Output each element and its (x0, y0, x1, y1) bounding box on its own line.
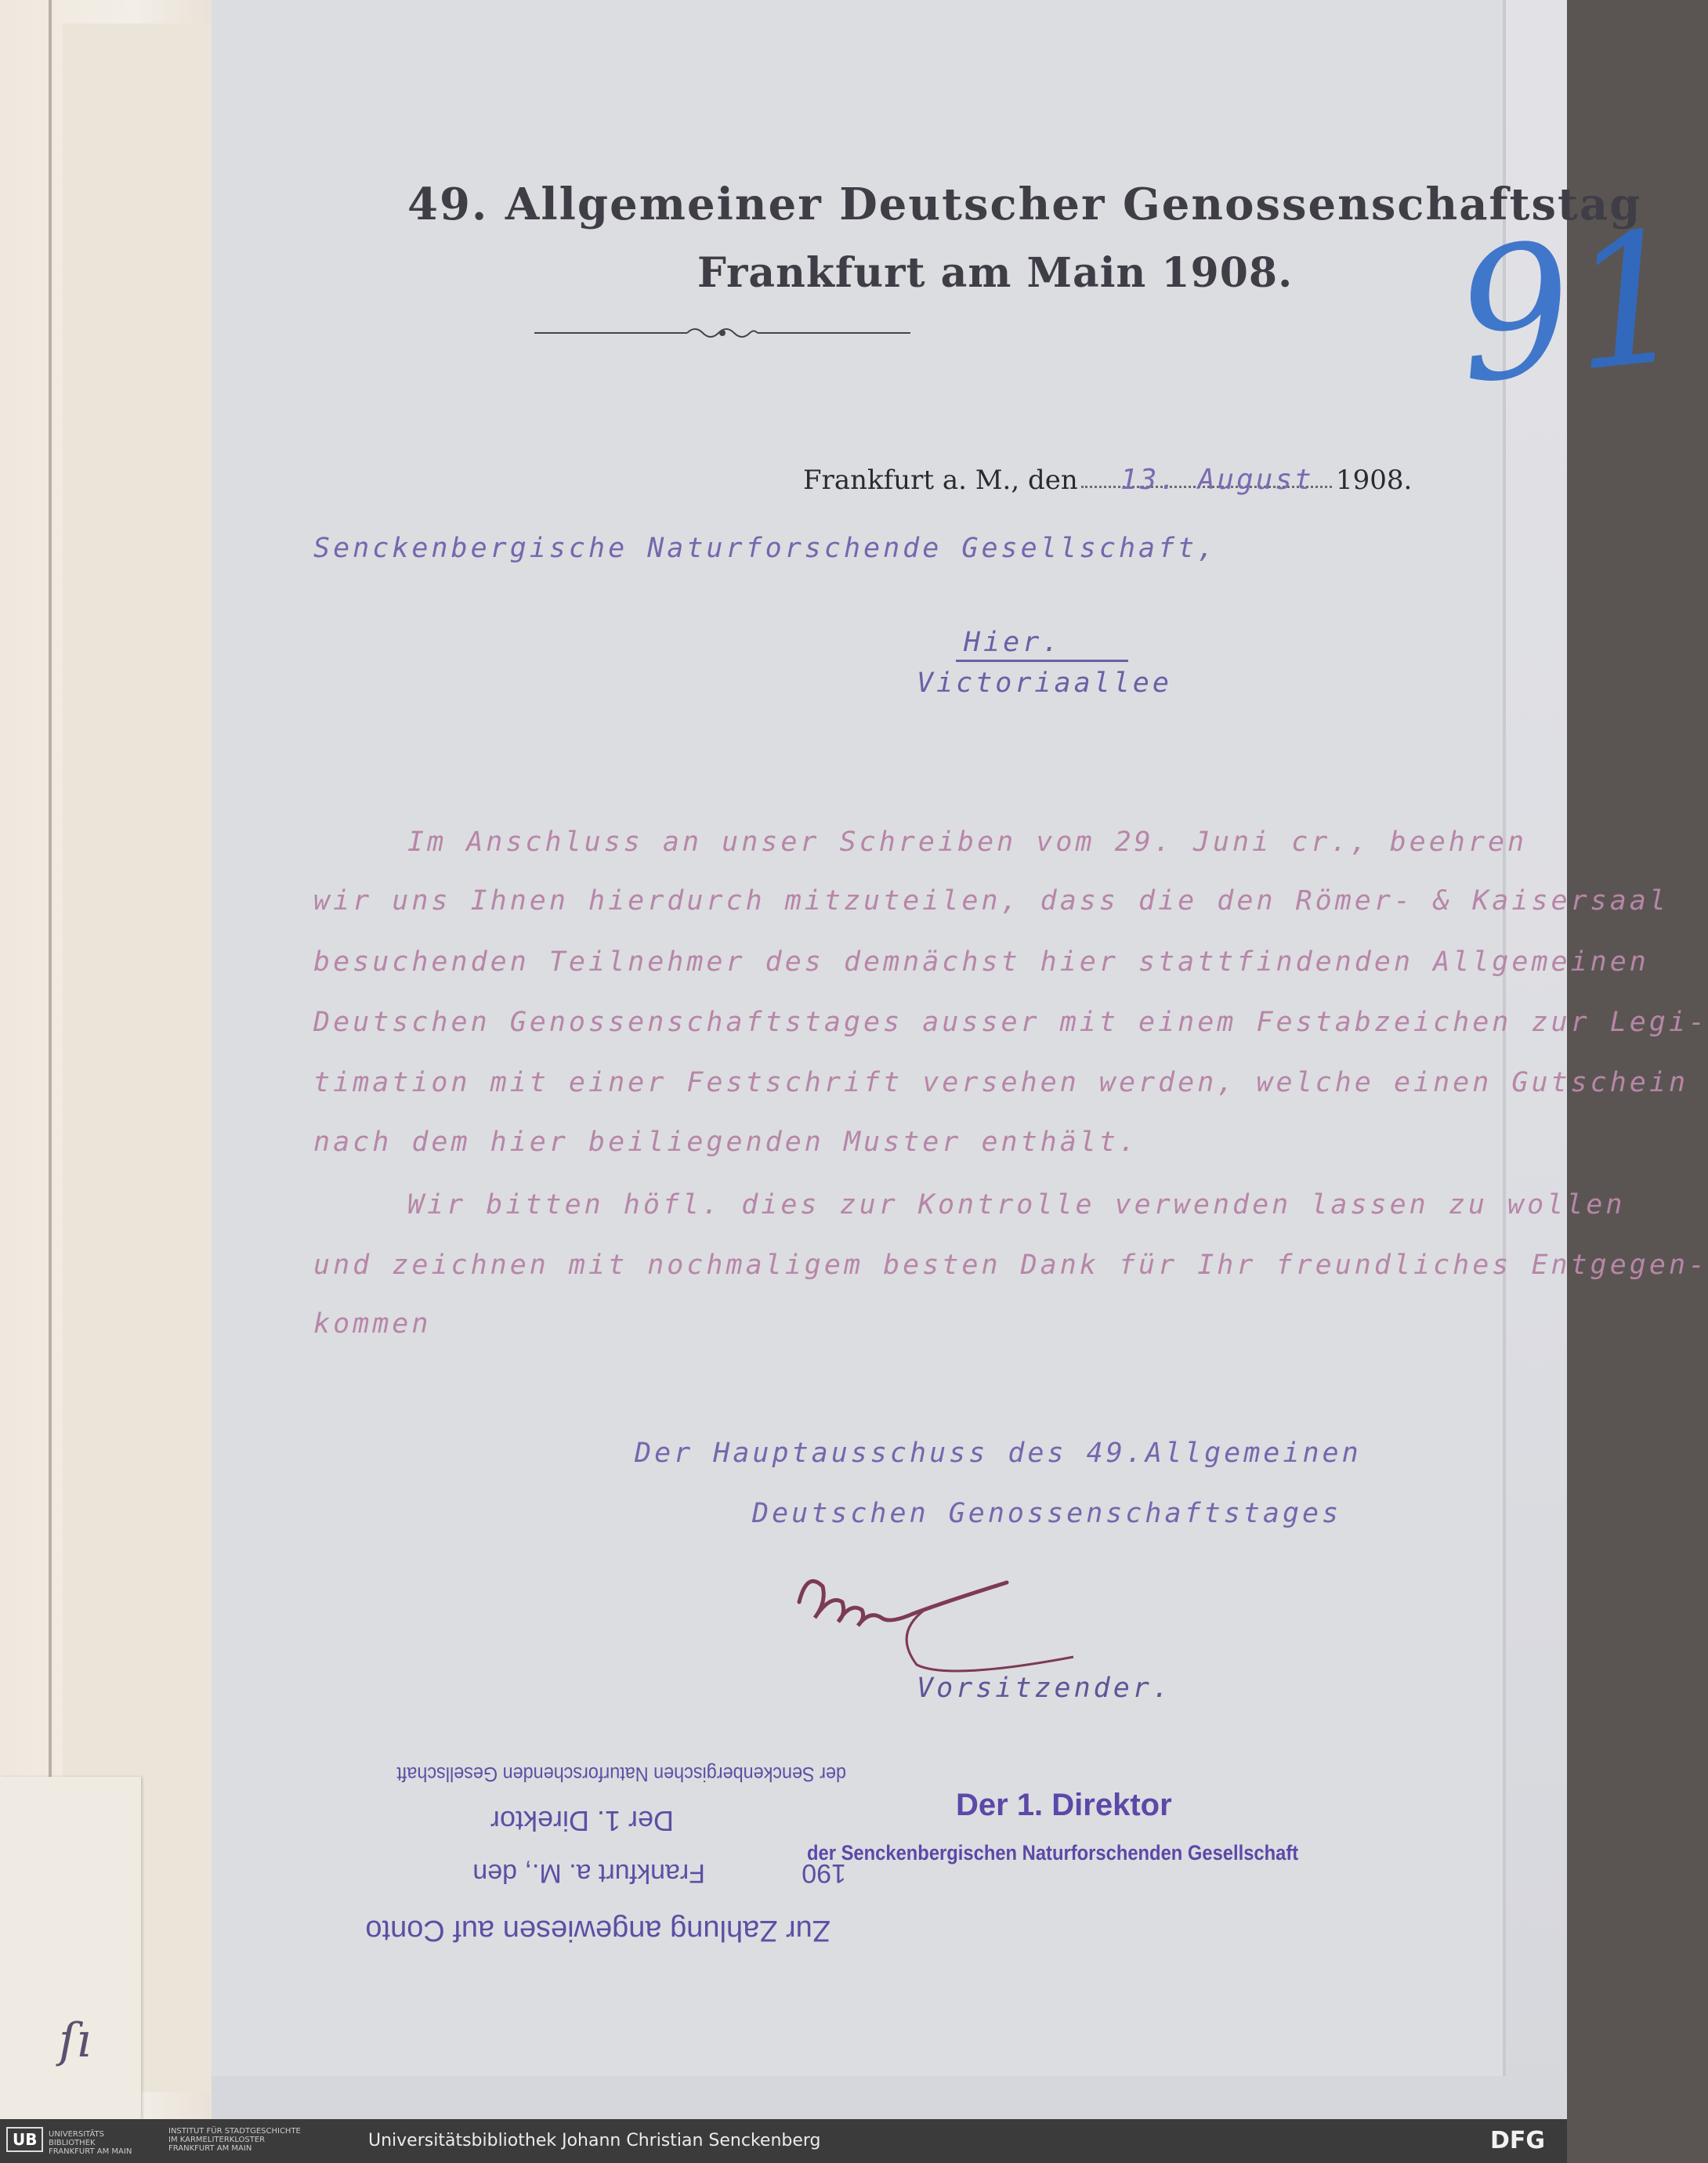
letter-paper (212, 0, 1708, 2076)
body-line: und zeichnen mit nochmaligem besten Dank für Ihr freundliches Entgegen- (313, 1250, 1708, 1281)
slip-handwriting: ſı (59, 2013, 92, 2068)
letterhead-line1: 49. Allgemeiner Deutscher Genossenschaftstag (407, 179, 1642, 230)
payment-stamp-line3: Der 1. Direktor (490, 1805, 674, 1837)
director-stamp-subtitle: der Senckenbergischen Naturforschenden Gesellschaft (807, 1841, 1299, 1865)
dateline-year: 1908. (1336, 465, 1413, 496)
letterhead-line2: Frankfurt am Main 1908. (697, 249, 1294, 297)
footer-bar (0, 2119, 1567, 2163)
director-stamp-title: Der 1. Direktor (956, 1788, 1172, 1822)
recipient-city: Hier. (964, 627, 1062, 658)
payment-stamp-year: 190 (802, 1858, 846, 1888)
body-line: timation mit einer Festschrift versehen werden, welche einen Gutschein (313, 1067, 1689, 1098)
payment-stamp-line4: der Senckenbergischen Naturforschenden Gesellschaft (396, 1763, 846, 1786)
dateline-place: Frankfurt a. M., den (803, 465, 1078, 496)
dfg-logo: DFG (1489, 2127, 1545, 2154)
body-line: Deutschen Genossenschaftstages ausser mit einem Festabzeichen zur Legi- (313, 1007, 1708, 1038)
city-underline (956, 660, 1128, 662)
body-line: Im Anschluss an unser Schreiben vom 29. Juni cr., beehren (407, 826, 1528, 858)
ub-logo-caption: UNIVERSITÄTS BIBLIOTHEK FRANKFURT AM MAIN (49, 2130, 132, 2156)
recipient: Senckenbergische Naturforschende Gesellschaft, (313, 533, 1218, 564)
closing-line1: Der Hauptausschuss des 49.Allgemeinen (635, 1438, 1362, 1469)
recipient-street: Victoriaallee (917, 667, 1172, 699)
ub-logo: UB (6, 2127, 43, 2152)
dateline-date: 13. August (1120, 464, 1314, 496)
payment-stamp-line2: Frankfurt a. M., den (472, 1858, 705, 1888)
body-line: wir uns Ihnen hierdurch mitzuteilen, dass die den Römer- & Kaisersaal (313, 885, 1669, 917)
body-line: kommen (313, 1308, 432, 1340)
payment-stamp-line1: Zur Zahlung angewiesen auf Conto (365, 1914, 830, 1947)
closing-title: Vorsitzender. (917, 1673, 1172, 1704)
closing-line2: Deutschen Genossenschaftstages (752, 1498, 1342, 1529)
institute-logo-caption: INSTITUT FÜR STADTGESCHICHTE IM KARMELITERKLOSTER FRANKFURT AM MAIN (168, 2127, 301, 2153)
letter-sheet (212, 0, 1708, 2119)
ornament-rule (534, 321, 910, 345)
payment-stamp-inverted (313, 1720, 862, 1955)
handwritten-signature (783, 1555, 1097, 1688)
pencil-inventory-number: 91 (1446, 192, 1697, 425)
footer-library-name: Universitätsbibliothek Johann Christian Senckenberg (368, 2131, 821, 2150)
body-line: Wir bitten höfl. dies zur Kontrolle verwenden lassen zu wollen (407, 1189, 1626, 1221)
body-line: besuchenden Teilnehmer des demnächst hier stattfindenden Allgemeinen (313, 946, 1649, 978)
body-line: nach dem hier beiliegenden Muster enthält. (313, 1127, 1139, 1158)
